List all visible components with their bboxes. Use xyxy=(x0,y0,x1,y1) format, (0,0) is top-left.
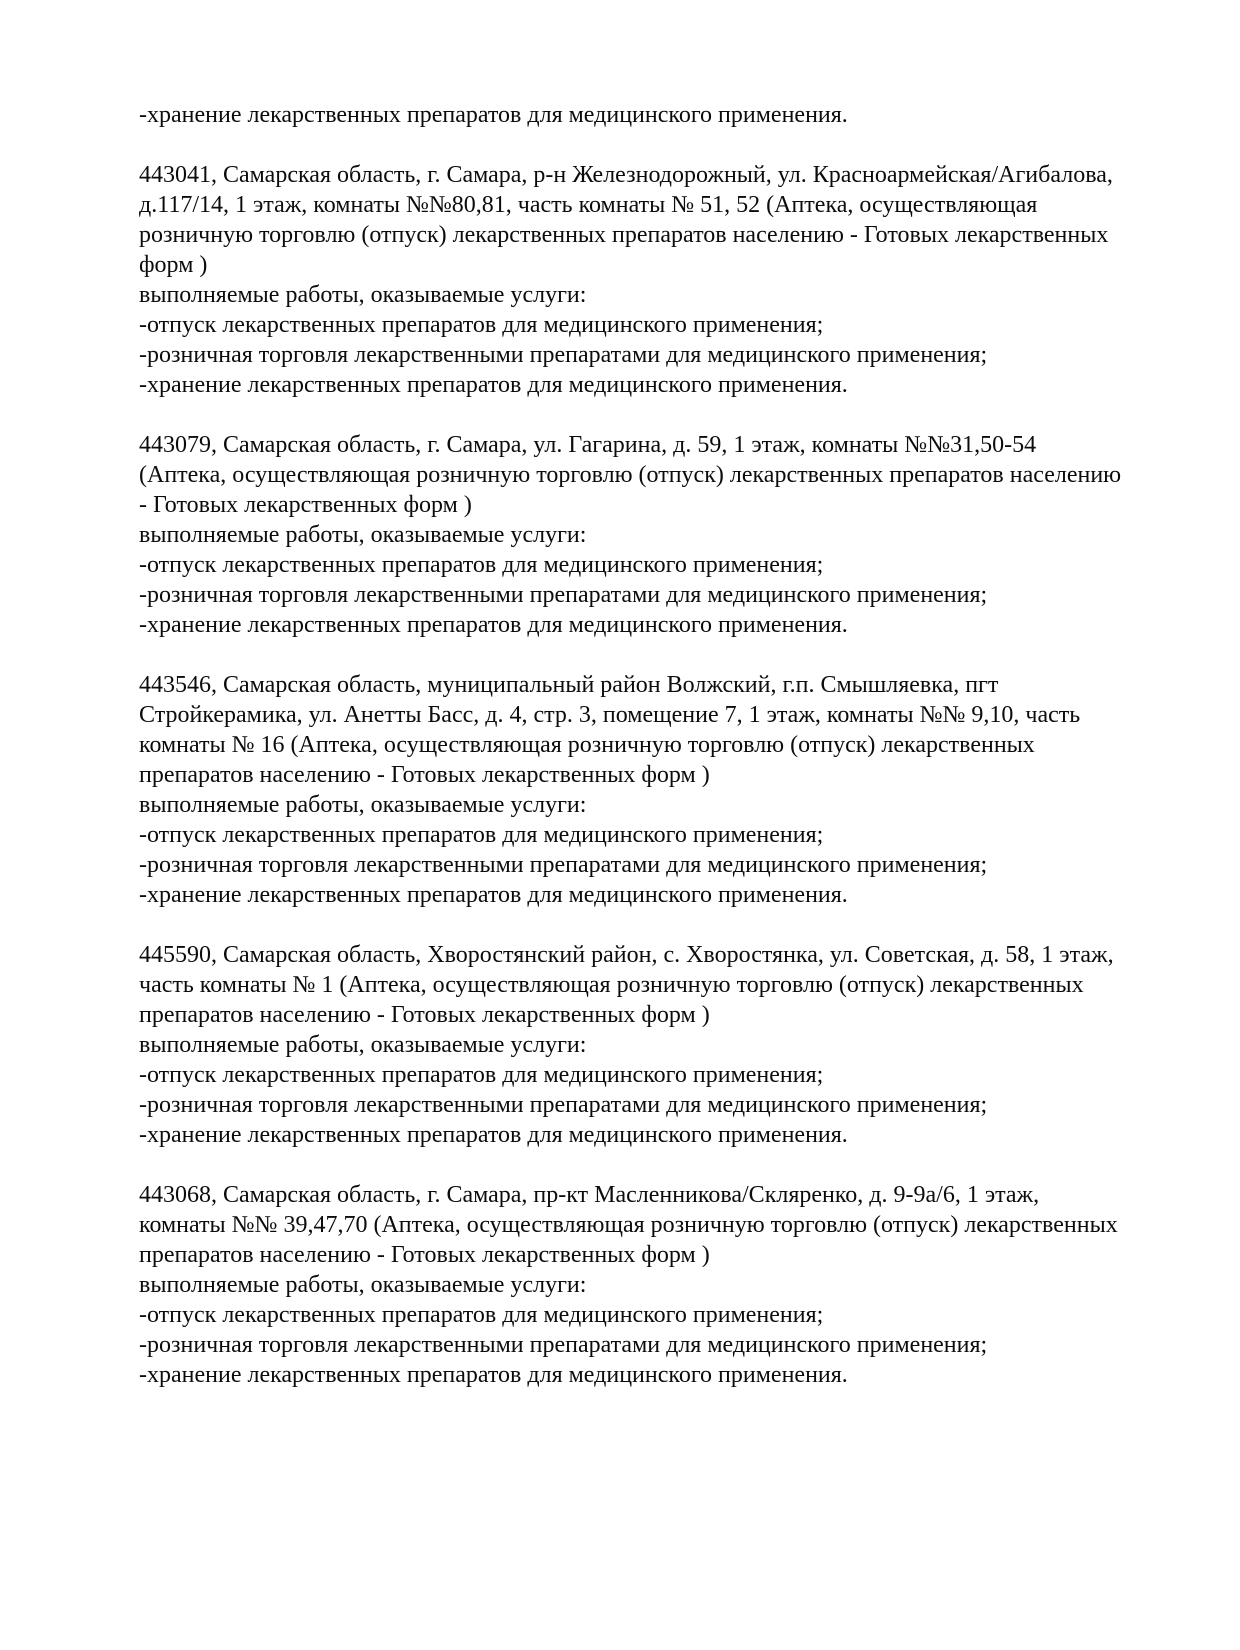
services-header: выполняемые работы, оказываемые услуги: xyxy=(139,522,587,548)
service-item: -розничная торговля лекарственными препаратами для медицинского применения; xyxy=(139,582,988,608)
services-header: выполняемые работы, оказываемые услуги: xyxy=(139,792,587,818)
service-item: -отпуск лекарственных препаратов для медицинского применения; xyxy=(139,552,824,578)
service-item: -хранение лекарственных препаратов для медицинского применения. xyxy=(139,372,848,398)
pharmacy-entry xyxy=(139,160,1128,400)
service-item: -отпуск лекарственных препаратов для медицинского применения; xyxy=(139,822,824,848)
service-item: -розничная торговля лекарственными препаратами для медицинского применения; xyxy=(139,342,988,368)
pharmacy-entry xyxy=(139,430,1128,640)
pharmacy-entry xyxy=(139,1180,1128,1390)
entry-address: 443546, Самарская область, муниципальный район Волжский, г.п. Смышляевка, пгт Стройкерамика, ул. Анетты Басс, д. 4, стр. 3, помещение 7, 1 этаж, комнаты №№ 9,10, часть комнаты № 16 (Аптека, осуществляющая розничную торговлю (отпуск) лекарственных препаратов населению - Готовых лекарственных форм ) xyxy=(139,672,1081,788)
services-header: выполняемые работы, оказываемые услуги: xyxy=(139,282,587,308)
service-item: -хранение лекарственных препаратов для медицинского применения. xyxy=(139,1362,848,1388)
entry-address: 443041, Самарская область, г. Самара, р-н Железнодорожный, ул. Красноармейская/Агибалова, д.117/14, 1 этаж, комнаты №№80,81, часть комнаты № 51, 52 (Аптека, осуществляющая розничную торговлю (отпуск) лекарственных препаратов населению - Готовых лекарственных форм ) xyxy=(139,162,1113,278)
entry-address: 443079, Самарская область, г. Самара, ул. Гагарина, д. 59, 1 этаж, комнаты №№31,50-54 (Аптека, осуществляющая розничную торговлю (отпуск) лекарственных препаратов населению - Готовых лекарственных форм ) xyxy=(139,432,1122,518)
service-item: -отпуск лекарственных препаратов для медицинского применения; xyxy=(139,1062,824,1088)
entry-address: 445590, Самарская область, Хворостянский район, с. Хворостянка, ул. Советская, д. 58, 1 этаж, часть комнаты № 1 (Аптека, осуществляющая розничную торговлю (отпуск) лекарственных препаратов населению - Готовых лекарственных форм ) xyxy=(139,942,1114,1028)
pharmacy-entry xyxy=(139,670,1128,910)
service-item: -хранение лекарственных препаратов для медицинского применения. xyxy=(139,882,848,908)
service-item: -розничная торговля лекарственными препаратами для медицинского применения; xyxy=(139,1332,988,1358)
carryover-service-line: -хранение лекарственных препаратов для медицинского применения. xyxy=(139,102,848,128)
service-item: -розничная торговля лекарственными препаратами для медицинского применения; xyxy=(139,852,988,878)
services-header: выполняемые работы, оказываемые услуги: xyxy=(139,1272,587,1298)
service-item: -отпуск лекарственных препаратов для медицинского применения; xyxy=(139,1302,824,1328)
service-item: -отпуск лекарственных препаратов для медицинского применения; xyxy=(139,312,824,338)
services-header: выполняемые работы, оказываемые услуги: xyxy=(139,1032,587,1058)
service-item: -хранение лекарственных препаратов для медицинского применения. xyxy=(139,612,848,638)
entry-address: 443068, Самарская область, г. Самара, пр-кт Масленникова/Скляренко, д. 9-9а/6, 1 этаж, комнаты №№ 39,47,70 (Аптека, осуществляющая розничную торговлю (отпуск) лекарственных препаратов населению - Готовых лекарственных форм ) xyxy=(139,1182,1118,1268)
service-item: -розничная торговля лекарственными препаратами для медицинского применения; xyxy=(139,1092,988,1118)
service-item: -хранение лекарственных препаратов для медицинского применения. xyxy=(139,1122,848,1148)
pharmacy-entry xyxy=(139,940,1128,1150)
